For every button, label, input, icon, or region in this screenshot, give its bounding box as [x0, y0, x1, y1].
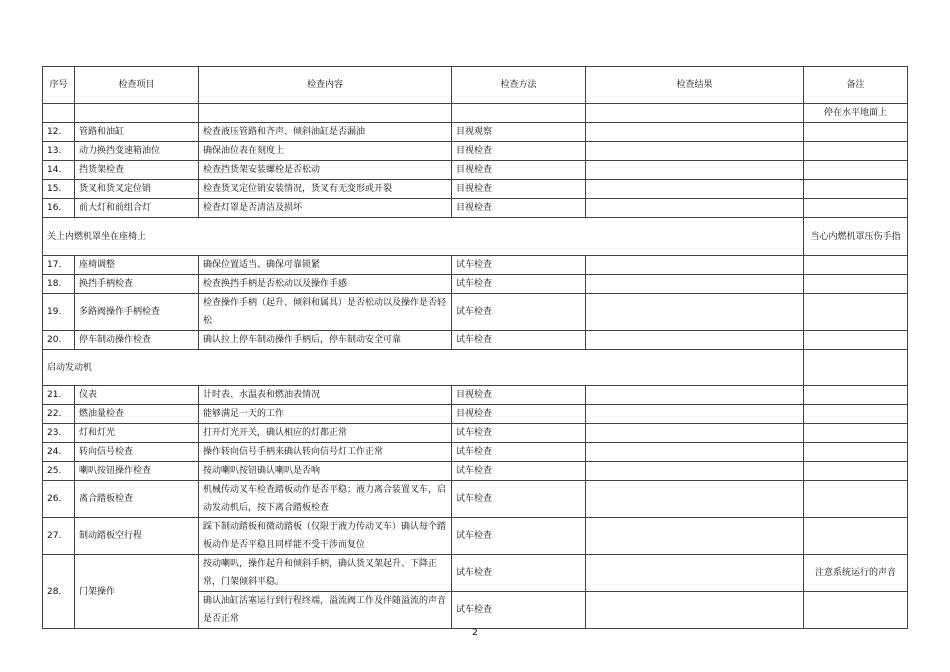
table-row: 12. 管路和油缸 检查液压管路和齐声、倾斜油缸是否漏油 目视观察 [43, 123, 908, 142]
result-cell [586, 199, 804, 218]
result-cell [586, 386, 804, 405]
result-cell [586, 123, 804, 142]
table-row: 13. 动力换挡变速箱油位 确保油位表在刻度上 目视检查 [43, 142, 908, 161]
result-cell [586, 256, 804, 275]
table-row: 24. 转向信号检查 操作转向信号手柄来确认转向信号灯工作正常 试车检查 [43, 443, 908, 462]
table-row: 15. 货叉和货叉定位销 检查货叉定位销安装情况，货叉有无变形或开裂 目视检查 [43, 180, 908, 199]
result-cell [586, 443, 804, 462]
note-cell: 当心内燃机罩压伤手指 [804, 218, 908, 256]
result-cell [586, 142, 804, 161]
table-row: 确认油缸活塞运行到行程终端，溢流阀工作及伴随溢流的声音是否正常 试车检查 [43, 592, 908, 629]
table-row: 14. 挡货架检查 检查挡货架安装螺栓是否松动 目视检查 [43, 161, 908, 180]
header-method: 检查方法 [452, 67, 586, 104]
section-row [43, 350, 908, 386]
result-cell [586, 481, 804, 518]
header-result: 检查结果 [586, 67, 804, 104]
table-row: 23. 灯和灯光 打开灯光开关，确认相应的灯都正常 试车检查 [43, 424, 908, 443]
table-row: 16. 前大灯和前组合灯 检查灯罩是否清洁及损坏 目视检查 [43, 199, 908, 218]
header-row [43, 67, 908, 104]
header-no: 序号 [43, 67, 75, 104]
table-row: 18. 换挡手柄检查 检查换挡手柄是否松动以及操作手感 试车检查 [43, 275, 908, 294]
note-cell: 注意系统运行的声音 [804, 555, 908, 592]
result-cell [586, 161, 804, 180]
section-row [43, 218, 908, 256]
table-row: 25. 喇叭按钮操作检查 按动喇叭按钮确认喇叭是否响 试车检查 [43, 462, 908, 481]
table-row: 28. 门架操作 按动喇叭，操作起升和倾斜手柄，确认货叉架起升、下降正常，门架倾斜平稳。 试车检查 注意系统运行的声音 [43, 555, 908, 592]
header-note: 备注 [804, 67, 908, 104]
inspection-table [42, 66, 908, 629]
result-cell [586, 275, 804, 294]
section-title: 关上内燃机罩坐在座椅上 [43, 218, 804, 256]
table-row: 21. 仪表 计时表、水温表和燃油表情况 目视检查 [43, 386, 908, 405]
result-cell [586, 592, 804, 629]
result-cell [586, 518, 804, 555]
note-cell: 停在水平地面上 [804, 104, 908, 123]
table-row: 20. 停车制动操作检查 确认拉上停车制动操作手柄后，停车制动安全可靠 试车检查 [43, 331, 908, 350]
result-cell [586, 180, 804, 199]
result-cell [586, 294, 804, 331]
table-row: 17. 座椅调整 确保位置适当、确保可靠锁紧 试车检查 [43, 256, 908, 275]
header-item: 检查项目 [75, 67, 199, 104]
header-content: 检查内容 [199, 67, 452, 104]
table-row: 27. 制动踏板空行程 踩下制动踏板和微动踏板（仅限于液力传动叉车）确认每个踏板动作是否平稳且同样能不受干涉而复位 试车检查 [43, 518, 908, 555]
result-cell [586, 331, 804, 350]
table-row: 22. 燃油量检查 能够满足一天的工作 目视检查 [43, 405, 908, 424]
table-row: 19. 多路阀操作手柄检查 检查操作手柄（起升、倾斜和属具）是否松动以及操作是否轻松 试车检查 [43, 294, 908, 331]
table-row: 26. 离合踏板检查 机械传动叉车检查踏板动作是否平稳；液力离合装置叉车，启动发动机后，按下离合踏板检查 试车检查 [43, 481, 908, 518]
section-title: 启动发动机 [43, 350, 804, 386]
table-row [43, 104, 908, 123]
page-number: 2 [472, 628, 478, 638]
result-cell [586, 405, 804, 424]
result-cell [586, 424, 804, 443]
result-cell [586, 462, 804, 481]
result-cell [586, 555, 804, 592]
